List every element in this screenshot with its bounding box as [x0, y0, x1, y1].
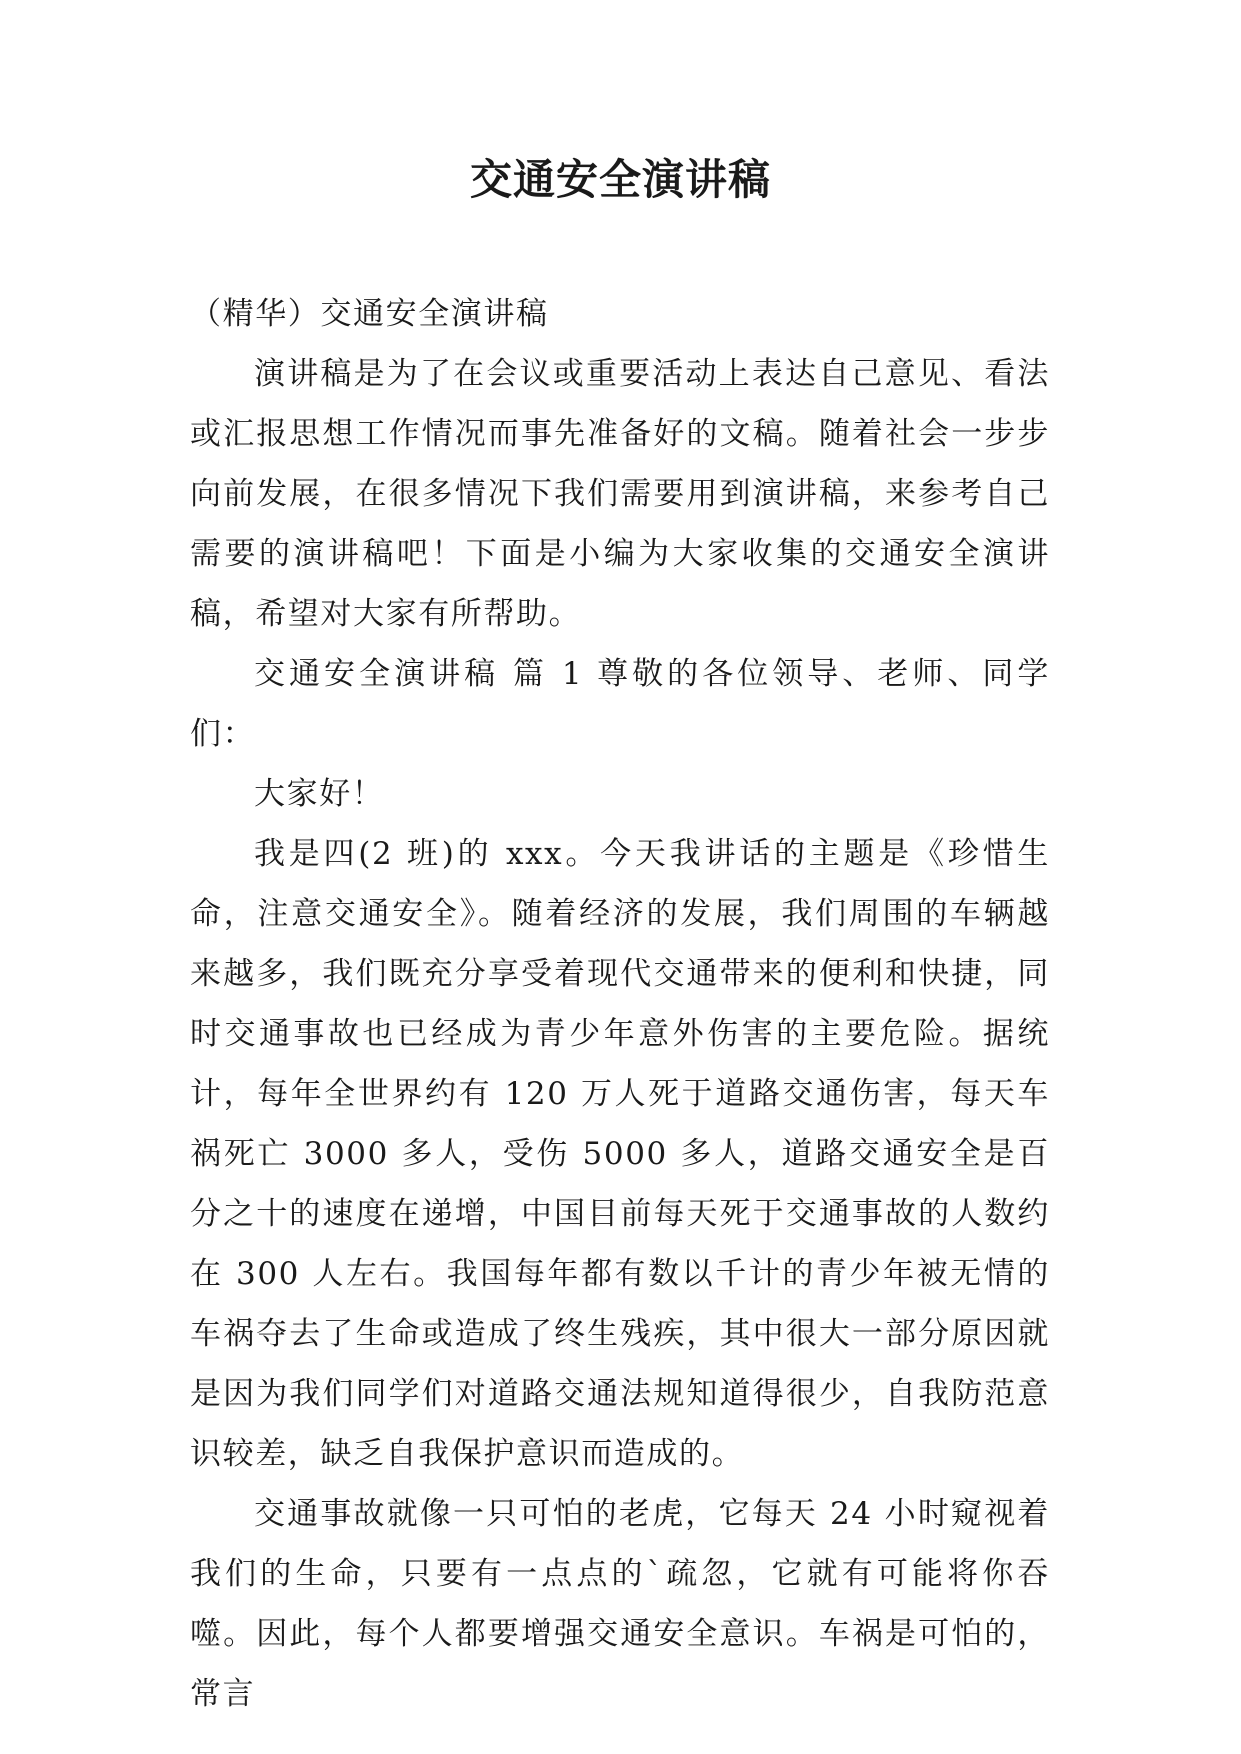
- paragraph-intro: 演讲稿是为了在会议或重要活动上表达自己意见、看法或汇报思想工作情况而事先准备好的文稿。随着社会一步步向前发展，在很多情况下我们需要用到演讲稿，来参考自己需要的演讲稿吧！下面是小编为大家收集的交通安全演讲稿，希望对大家有所帮助。: [190, 356, 1050, 632]
- paragraph-subtitle: （精华）交通安全演讲稿: [190, 296, 549, 332]
- paragraph-greeting: 大家好！: [254, 776, 385, 812]
- paragraph-salutation: 交通安全演讲稿 篇 1 尊敬的各位领导、老师、同学们：: [190, 656, 1050, 752]
- document-body: [190, 284, 1050, 1724]
- paragraph-tiger: 交通事故就像一只可怕的老虎，它每天 24 小时窥视着我们的生命，只要有一点点的`疏忽，它就有可能将你吞噬。因此，每个人都要增强交通安全意识。车祸是可怕的，常言: [190, 1496, 1050, 1712]
- document-title: 交通安全演讲稿: [469, 155, 771, 204]
- paragraph-main: 我是四(2 班)的 xxx。今天我讲话的主题是《珍惜生命，注意交通安全》。随着经济的发展，我们周围的车辆越来越多，我们既充分享受着现代交通带来的便利和快捷，同时交通事故也已经成为青少年意外伤害的主要危险。据统计，每年全世界约有 120 万人死于道路交通伤害，每天车祸死亡 3000 多人，受伤 5000 多人，道路交通安全是百分之十的速度在递增，中国目前每天死于交通事故的人数约在 300 人左右。我国每年都有数以千计的青少年被无情的车祸夺去了生命或造成了终生残疾，其中很大一部分原因就是因为我们同学们对道路交通法规知道得很少，自我防范意识较差，缺乏自我保护意识而造成的。: [190, 836, 1050, 1472]
